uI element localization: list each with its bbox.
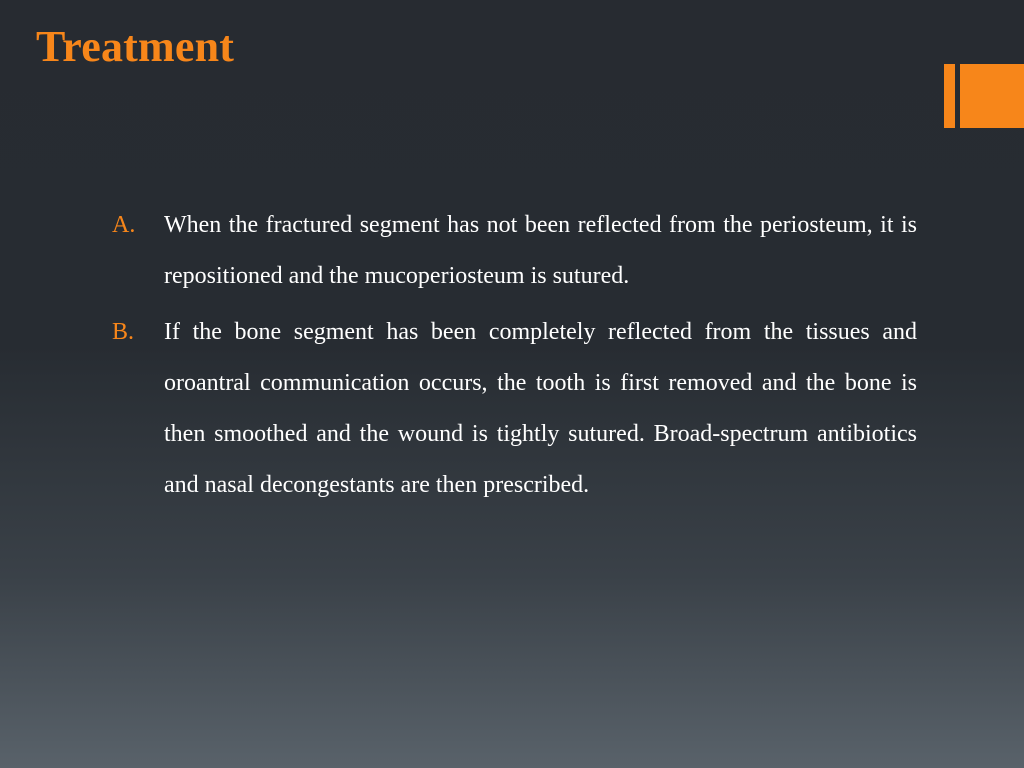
- list-marker: B.: [112, 319, 135, 345]
- list-item-text: If the bone segment has been completely reflected from the tissues and oroantral communication occurs, the tooth is first removed and the bone is then smoothed and the wound is tightly sutured. Broad-spectrum antibiotics and nasal decongestants are then prescribed.: [164, 319, 917, 498]
- list-item-text: When the fractured segment has not been reflected from the periosteum, it is repositioned and the mucoperiosteum is sutured.: [164, 212, 917, 289]
- list-item: [112, 200, 917, 302]
- accent-bar-thin: [944, 64, 955, 128]
- treatment-list: [112, 200, 917, 516]
- list-item: [112, 307, 917, 511]
- list-marker: A.: [112, 212, 136, 238]
- accent-bar-thick: [960, 64, 1024, 128]
- slide-title: Treatment: [36, 22, 235, 71]
